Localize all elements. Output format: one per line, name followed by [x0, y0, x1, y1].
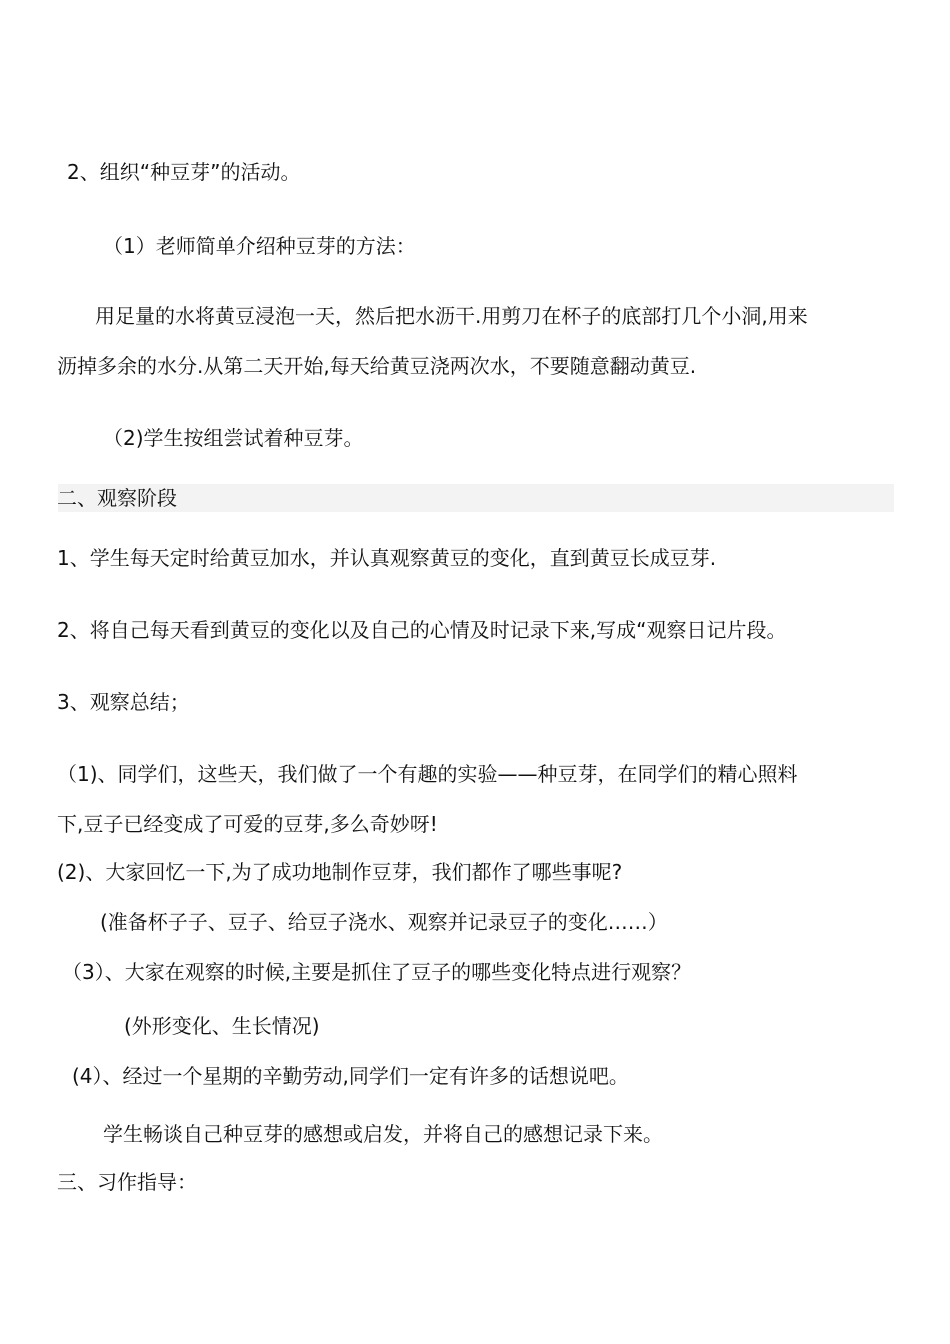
- paragraph-line: （1)、同学们，这些天，我们做了一个有趣的实验——种豆芽，在同学们的精心照料: [57, 762, 798, 786]
- paragraph-line: （3）、大家在观察的时候,主要是抓住了豆子的哪些变化特点进行观察？: [62, 960, 692, 984]
- paragraph-line: 学生畅谈自己种豆芽的感想或启发，并将自己的感想记录下来。: [103, 1122, 663, 1146]
- section-heading: 二、观察阶段: [57, 486, 177, 510]
- paragraph-line: (2)、大家回忆一下,为了成功地制作豆芽，我们都作了哪些事呢?: [57, 860, 623, 884]
- paragraph-line: （1）老师简单介绍种豆芽的方法：: [103, 234, 416, 258]
- paragraph-line: (准备杯子子、豆子、给豆子浇水、观察并记录豆子的变化……）: [100, 910, 668, 934]
- paragraph-line: 下,豆子已经变成了可爱的豆芽,多么奇妙呀!: [57, 812, 438, 836]
- paragraph-line: (外形变化、生长情况): [124, 1014, 320, 1038]
- paragraph-line: （2)学生按组尝试着种豆芽。: [103, 426, 364, 450]
- section-heading: 三、习作指导：: [57, 1170, 197, 1194]
- paragraph-line: 1、学生每天定时给黄豆加水，并认真观察黄豆的变化，直到黄豆长成豆芽.: [57, 546, 717, 570]
- paragraph-line: 沥掉多余的水分.从第二天开始,每天给黄豆浇两次水，不要随意翻动黄豆.: [57, 354, 697, 378]
- paragraph-line: 2、组织“种豆芽”的活动。: [67, 160, 301, 184]
- paragraph-line: (4）、经过一个星期的辛勤劳动,同学们一定有许多的话想说吧。: [72, 1064, 629, 1088]
- paragraph-line: 用足量的水将黄豆浸泡一天，然后把水沥干.用剪刀在杯子的底部打几个小洞,用来: [95, 304, 808, 328]
- paragraph-line: 3、观察总结；: [57, 690, 190, 714]
- paragraph-line: 2、将自己每天看到黄豆的变化以及自己的心情及时记录下来,写成“观察日记片段。: [57, 618, 787, 642]
- section-heading-highlight: [58, 484, 894, 512]
